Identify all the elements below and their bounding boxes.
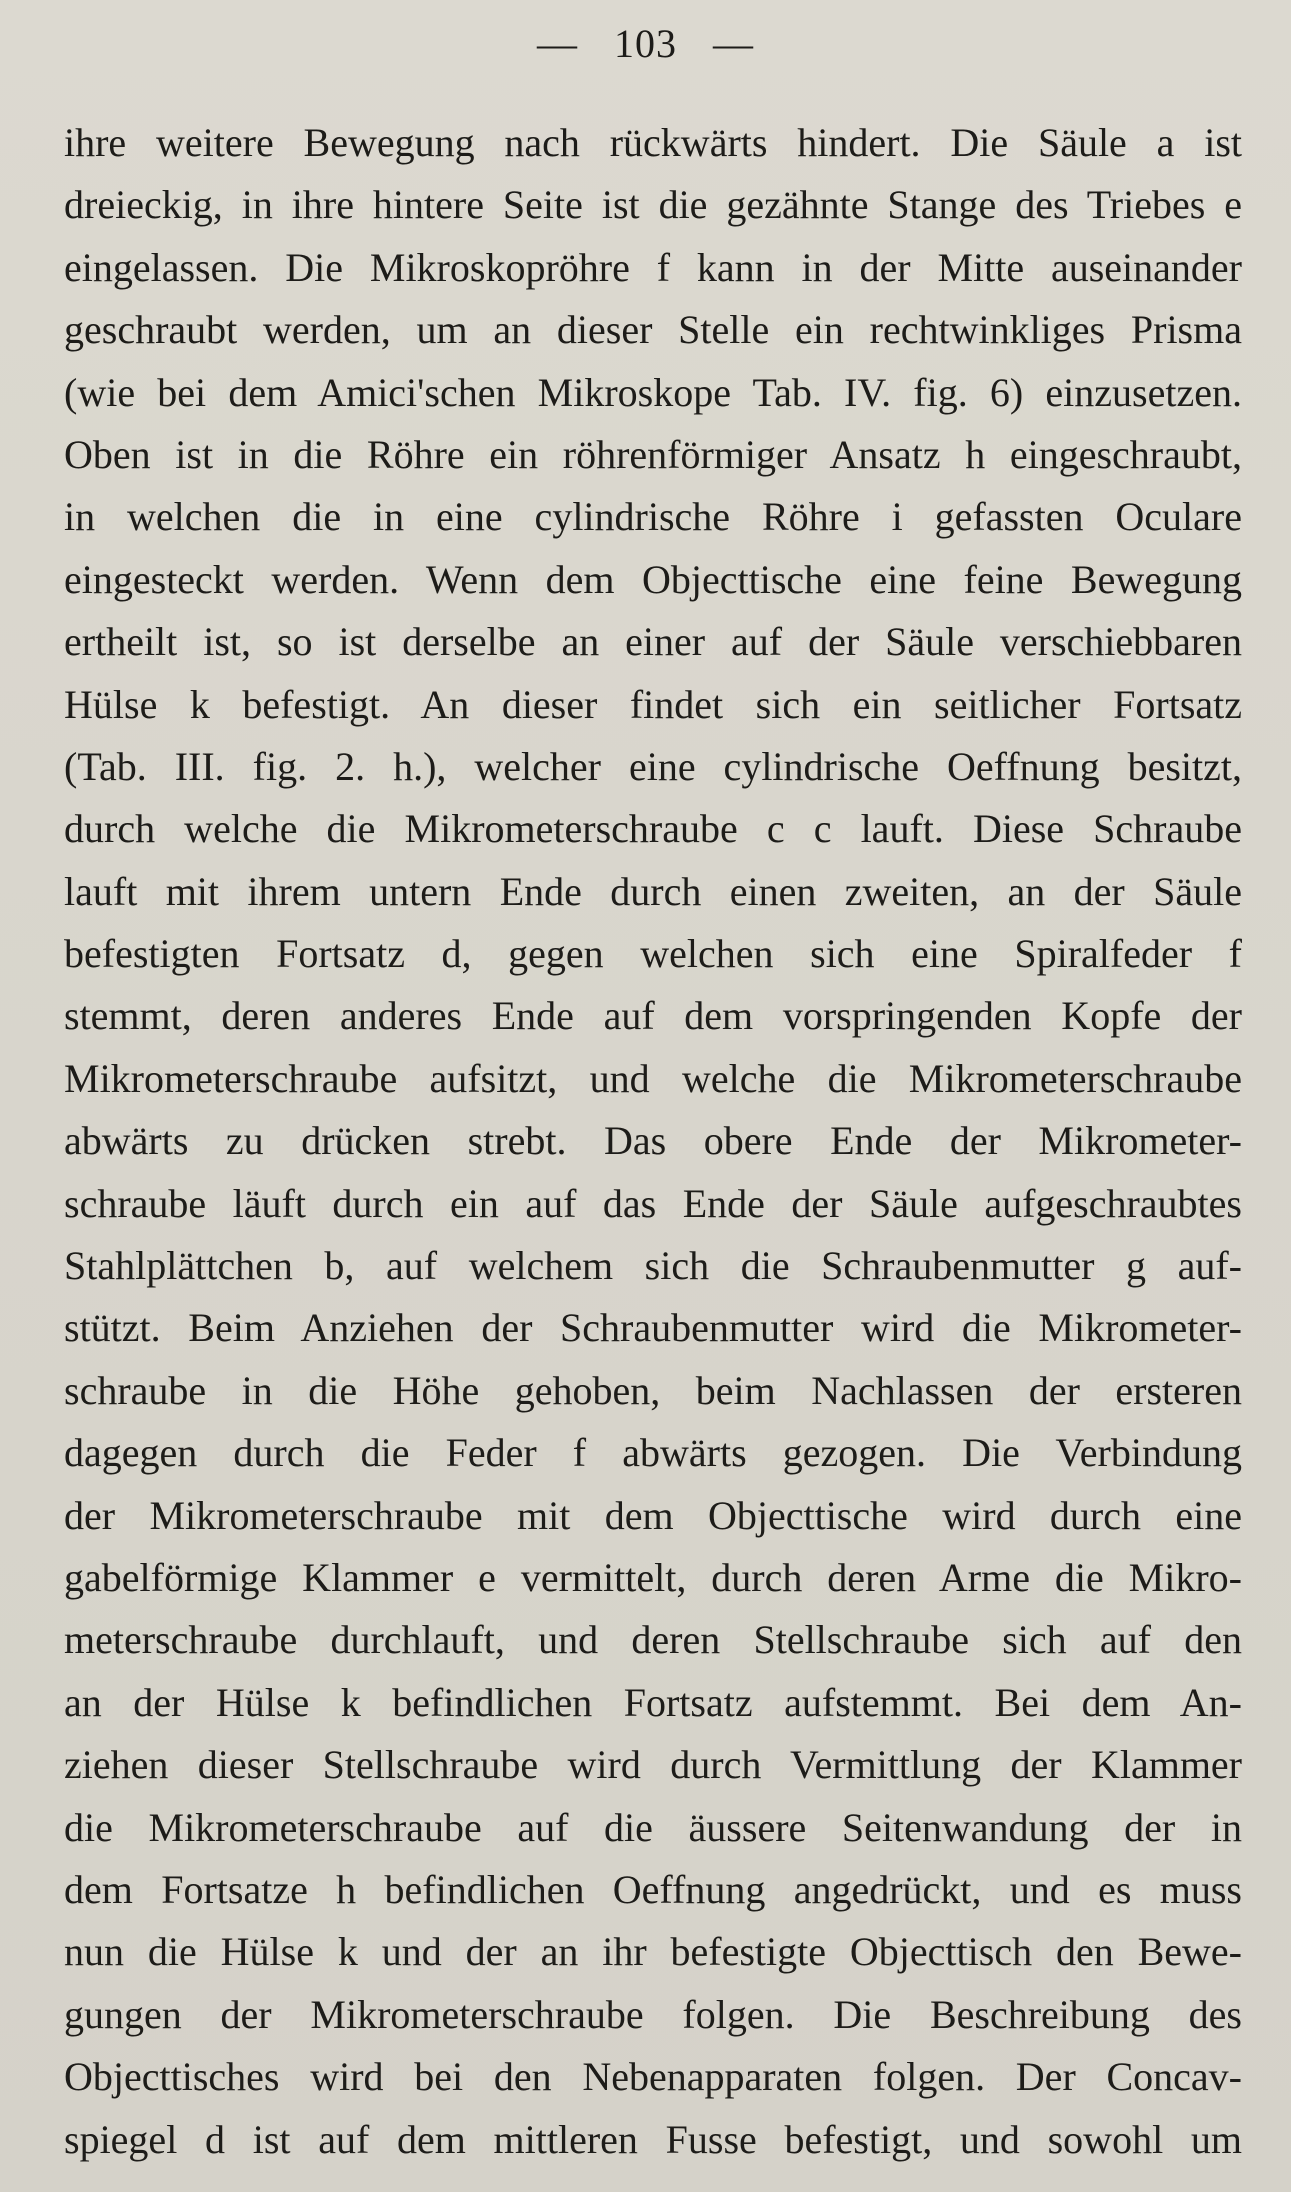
text-line: Mikrometerschraube aufsitzt, und welche die Mikrometerschraube bbox=[64, 1055, 1242, 1101]
header-dash-left: — bbox=[537, 21, 578, 66]
text-line: stemmt, deren anderes Ende auf dem vorspringenden Kopfe der bbox=[64, 993, 1242, 1039]
text-line: geschraubt werden, um an dieser Stelle ein rechtwinkliges Prisma bbox=[64, 307, 1242, 353]
text-line: meterschraube durchlauft, und deren Stellschraube sich auf den bbox=[64, 1617, 1242, 1663]
text-line: Stahlplättchen b, auf welchem sich die Schraubenmutter g auf- bbox=[64, 1243, 1242, 1289]
text-line: Objecttisches wird bei den Nebenapparaten folgen. Der Concav- bbox=[64, 2054, 1242, 2100]
text-line: stützt. Beim Anziehen der Schraubenmutter wird die Mikrometer- bbox=[64, 1305, 1242, 1351]
text-line: (Tab. III. fig. 2. h.), welcher eine cylindrische Oeffnung besitzt, bbox=[64, 743, 1242, 789]
header-dash-right: — bbox=[713, 21, 754, 66]
text-line: ertheilt ist, so ist derselbe an einer auf der Säule verschiebbaren bbox=[64, 619, 1242, 665]
text-line: eingelassen. Die Mikroskopröhre f kann in der Mitte auseinander bbox=[64, 244, 1242, 290]
text-line: dem Fortsatze h befindlichen Oeffnung angedrückt, und es muss bbox=[64, 1866, 1242, 1912]
text-line: der Mikrometerschraube mit dem Objecttische wird durch eine bbox=[64, 1492, 1242, 1538]
text-line: nun die Hülse k und der an ihr befestigte Objecttisch den Bewe- bbox=[64, 1929, 1242, 1975]
text-line: abwärts zu drücken strebt. Das obere Ende der Mikrometer- bbox=[64, 1118, 1242, 1164]
text-line: Oben ist in die Röhre ein röhrenförmiger Ansatz h eingeschraubt, bbox=[64, 431, 1242, 477]
text-line: gabelförmige Klammer e vermittelt, durch deren Arme die Mikro- bbox=[64, 1554, 1242, 1600]
text-line: dagegen durch die Feder f abwärts gezogen. Die Verbindung bbox=[64, 1430, 1242, 1476]
text-line: (wie bei dem Amici'schen Mikroskope Tab. IV. fig. 6) einzusetzen. bbox=[64, 369, 1242, 415]
body-text bbox=[64, 112, 1242, 2171]
text-line: gungen der Mikrometerschraube folgen. Die Beschreibung des bbox=[64, 1991, 1242, 2037]
text-line: Hülse k befestigt. An dieser findet sich ein seitlicher Fortsatz bbox=[64, 681, 1242, 727]
text-line: spiegel d ist auf dem mittleren Fusse befestigt, und sowohl um bbox=[64, 2116, 1242, 2162]
page-header bbox=[0, 18, 1291, 70]
text-line: ihre weitere Bewegung nach rückwärts hindert. Die Säule a ist bbox=[64, 120, 1242, 165]
text-line: ziehen dieser Stellschraube wird durch Vermittlung der Klammer bbox=[64, 1742, 1242, 1788]
text-line: befestigten Fortsatz d, gegen welchen sich eine Spiralfeder f bbox=[64, 931, 1242, 977]
text-line: in welchen die in eine cylindrische Röhre i gefassten Oculare bbox=[64, 494, 1242, 540]
text-line: schraube in die Höhe gehoben, beim Nachlassen der ersteren bbox=[64, 1367, 1242, 1413]
text-line: eingesteckt werden. Wenn dem Objecttische eine feine Bewegung bbox=[64, 556, 1242, 602]
text-line: an der Hülse k befindlichen Fortsatz aufstemmt. Bei dem An- bbox=[64, 1679, 1242, 1725]
text-line: durch welche die Mikrometerschraube c c lauft. Diese Schraube bbox=[64, 806, 1242, 852]
text-line: lauft mit ihrem untern Ende durch einen zweiten, an der Säule bbox=[64, 868, 1242, 914]
page-number: 103 bbox=[614, 21, 677, 66]
text-line: die Mikrometerschraube auf die äussere Seitenwandung der in bbox=[64, 1804, 1242, 1850]
text-line: dreieckig, in ihre hintere Seite ist die gezähnte Stange des Triebes e bbox=[64, 182, 1242, 228]
text-line: schraube läuft durch ein auf das Ende der Säule aufgeschraubtes bbox=[64, 1180, 1242, 1226]
